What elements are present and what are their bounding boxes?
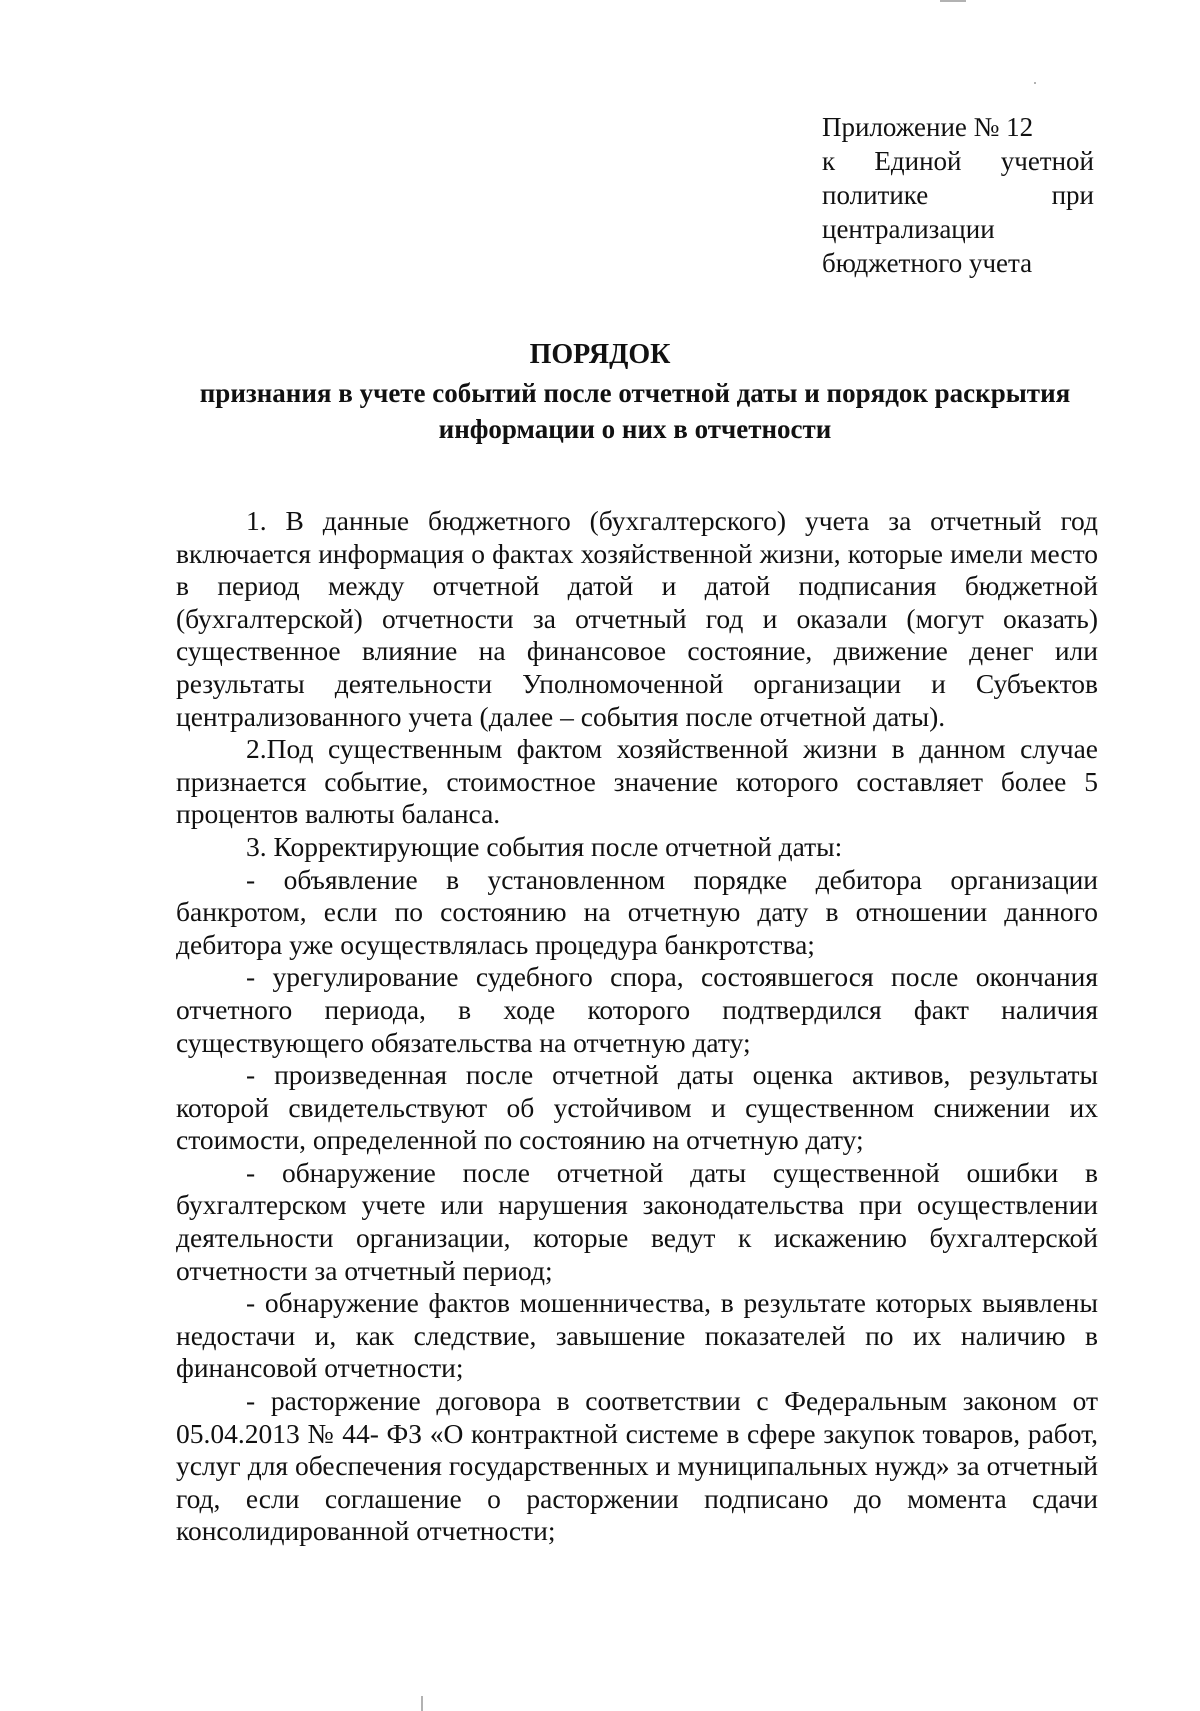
document-body [176, 505, 1098, 1548]
appendix-word-politike: политике [822, 180, 929, 210]
appendix-line-4: централизации [822, 214, 995, 244]
paragraph-2: 2.Под существенным фактом хозяйственной жизни в данном случае признается событие, стоимостное значение которого составляет более 5 процентов валюты баланса. [176, 733, 1098, 830]
appendix-word-pri: при [1051, 180, 1094, 210]
list-item-contract-termination: - расторжение договора в соответствии с Федеральным законом от 05.04.2013 № 44- ФЗ «О контрактной системе в сфере закупок товаров, работ, услуг для обеспечения государственных и муниципальных нужд» за отчетный год, если соглашение о расторжении подписано до момента сдачи консолидированной отчетности; [176, 1385, 1098, 1547]
list-item-fraud: - обнаружение фактов мошенничества, в результате которых выявлены недостачи и, как следствие, завышение показателей по их наличию в финансовой отчетности; [176, 1287, 1098, 1384]
scan-mark-top [940, 0, 966, 2]
paragraph-1: 1. В данные бюджетного (бухгалтерского) учета за отчетный год включается информация о фактах хозяйственной жизни, которые имели место в период между отчетной датой и датой подписания бюджетной (бухгалтерской) отчетности за отчетный год и оказали (могут оказать) существенное влияние на финансовое состояние, движение денег или результаты деятельности Уполномоченной организации и Субъектов централизованного учета (далее – события после отчетной даты). [176, 505, 1098, 732]
appendix-header [822, 110, 1094, 280]
document-title: ПОРЯДОК [529, 339, 671, 370]
paragraph-3: 3. Корректирующие события после отчетной даты: [246, 830, 843, 862]
scan-mark-right [1034, 82, 1036, 84]
scan-mark-bottom [421, 1696, 423, 1711]
appendix-line-3 [822, 178, 1094, 212]
appendix-word-k: к [822, 146, 836, 176]
list-item-asset-valuation: - произведенная после отчетной даты оценка активов, результаты которой свидетельствуют об устойчивом и существенном снижении их стоимости, определенной по состоянию на отчетную дату; [176, 1059, 1098, 1156]
list-item-accounting-error: - обнаружение после отчетной даты существенной ошибки в бухгалтерском учете или нарушения законодательства при осуществлении деятельности организации, которые ведут к искажению бухгалтерской отчетности за отчетный период; [176, 1156, 1098, 1286]
appendix-line-2 [822, 144, 1094, 178]
list-item-bankruptcy: - объявление в установленном порядке дебитора организации банкротом, если по состоянию на отчетную дату в отношении данного дебитора уже осуществлялась процедура банкротства; [176, 863, 1098, 960]
appendix-line-1: Приложение № 12 [822, 112, 1034, 142]
appendix-word-edinoy: Единой [874, 146, 962, 176]
appendix-line-5: бюджетного учета [822, 248, 1033, 278]
appendix-word-uchetnoy: учетной [1000, 146, 1094, 176]
list-item-court-dispute: - урегулирование судебного спора, состоявшегося после окончания отчетного периода, в ходе которого подтвердился факт наличия существующего обязательства на отчетную дату; [176, 961, 1098, 1058]
document-subtitle: признания в учете событий после отчетной даты и порядок раскрытия информации о них в отчетности [199, 378, 1071, 444]
